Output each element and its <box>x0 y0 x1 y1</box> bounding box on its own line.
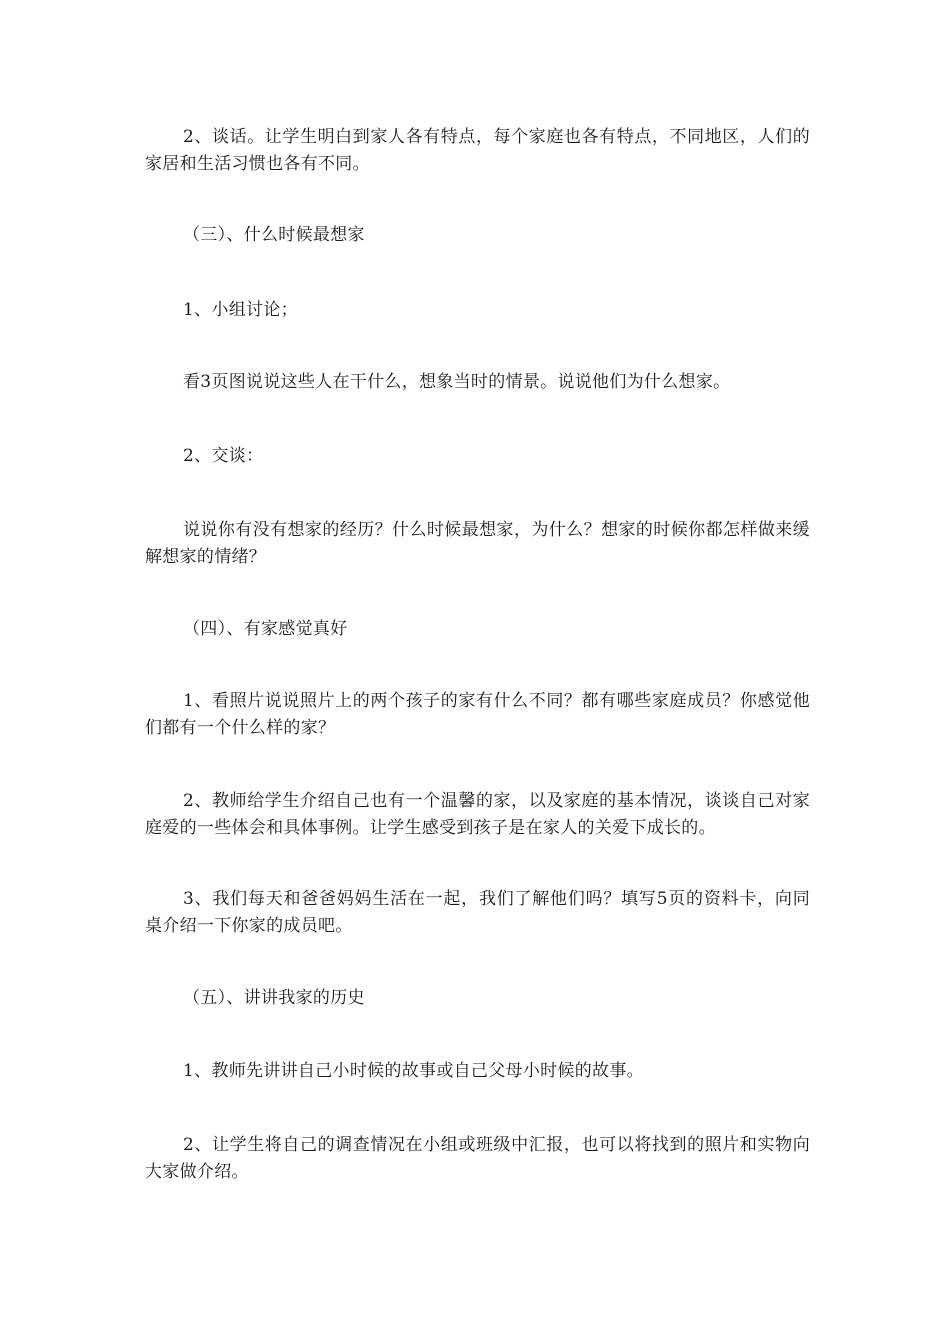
paragraph-teacher-story: 1、教师先讲讲自己小时候的故事或自己父母小时候的故事。 <box>183 1061 644 1081</box>
paragraph-homesick-experience: 说说你有没有想家的经历？什么时候最想家，为什么？想家的时候你都怎样做来缓解想家的情绪？ <box>145 520 810 567</box>
paragraph-discussion-intro: 2、谈话。让学生明白到家人各有特点，每个家庭也各有特点，不同地区，人们的家居和生活习惯也各有不同。 <box>145 127 810 174</box>
section-heading-3: （三）、什么时候最想家 <box>183 225 365 245</box>
paragraph-group-discussion: 1、小组讨论； <box>183 300 298 320</box>
paragraph-look-at-picture: 看3页图说说这些人在干什么，想象当时的情景。说说他们为什么想家。 <box>183 372 731 392</box>
paragraph-teacher-family: 2、教师给学生介绍自己也有一个温馨的家，以及家庭的基本情况，谈谈自己对家庭爱的一些体会和具体事例。让学生感受到孩子是在家人的关爱下成长的。 <box>145 791 810 838</box>
paragraph-student-report: 2、让学生将自己的调查情况在小组或班级中汇报，也可以将找到的照片和实物向大家做介绍。 <box>145 1135 810 1182</box>
section-heading-5: （五）、讲讲我家的历史 <box>183 988 365 1008</box>
paragraph-info-card: 3、我们每天和爸爸妈妈生活在一起，我们了解他们吗？填写5页的资料卡，向同桌介绍一下你家的成员吧。 <box>145 889 810 936</box>
paragraph-photo-discussion: 1、看照片说说照片上的两个孩子的家有什么不同？都有哪些家庭成员？你感觉他们都有一个什么样的家？ <box>145 691 810 738</box>
section-heading-4: （四）、有家感觉真好 <box>183 619 348 639</box>
paragraph-talk: 2、交谈： <box>183 446 264 466</box>
